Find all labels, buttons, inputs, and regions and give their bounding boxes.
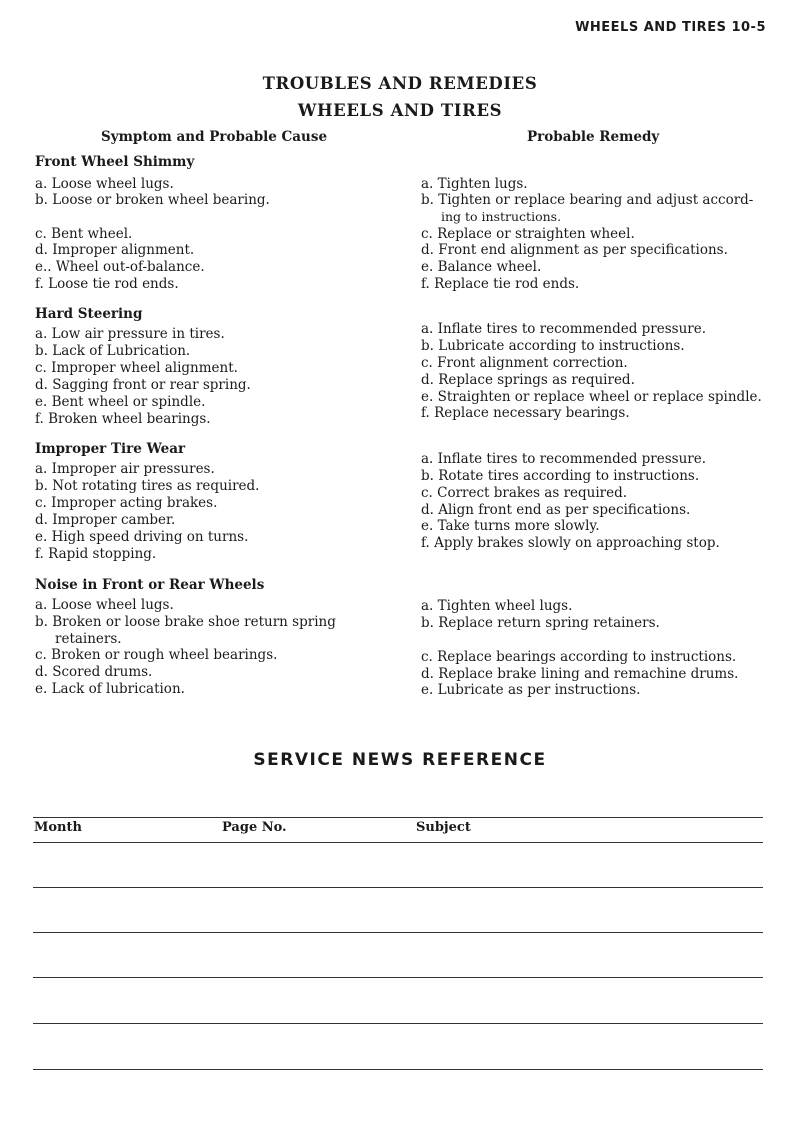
remedy-line: b. Replace return spring retainers. [421,615,660,631]
remedy-line: a. Inflate tires to recommended pressure. [421,451,707,467]
symptom-line: d. Improper alignment. [35,242,195,258]
service-news-reference-title: SERVICE NEWS REFERENCE [253,750,547,770]
remedy-line: e. Balance wheel. [421,259,542,275]
symptom-line: d. Scored drums. [35,664,153,680]
remedy-line: f. Replace tie rod ends. [421,276,580,292]
symptom-line: e. Lack of lubrication. [35,681,185,697]
symptom-line: c. Improper acting brakes. [35,495,218,511]
symptom-line: e. High speed driving on turns. [35,529,249,545]
remedy-line: a. Inflate tires to recommended pressure. [421,321,707,337]
symptom-line: b. Loose or broken wheel bearing. [35,192,270,208]
remedy-line: c. Correct brakes as required. [421,485,628,501]
month-column-heading: Month [34,820,82,835]
reference-entry-line [33,1023,763,1024]
symptom-line: c. Improper wheel alignment. [35,360,238,376]
symptom-line: a. Loose wheel lugs. [35,176,174,192]
remedy-line: c. Replace bearings according to instructions. [421,649,737,665]
symptom-line: b. Lack of Lubrication. [35,343,191,359]
subject-column-heading: Subject [416,820,471,835]
page-title: TROUBLES AND REMEDIES [262,74,538,93]
remedy-line: a. Tighten wheel lugs. [421,598,573,614]
section-heading-hard-steering: Hard Steering [35,306,143,322]
remedy-line: f. Apply brakes slowly on approaching stop. [421,535,720,551]
remedy-line: d. Replace springs as required. [421,372,635,388]
section-heading-improper-tire-wear: Improper Tire Wear [35,441,186,457]
reference-entry-line [33,932,763,933]
symptom-line: e.. Wheel out-of-balance. [35,259,205,275]
reference-entry-line [33,1069,763,1070]
symptom-line: a. Improper air pressures. [35,461,215,477]
remedy-line: c. Replace or straighten wheel. [421,226,635,242]
remedy-line: c. Front alignment correction. [421,355,628,371]
section-heading-noise-wheels: Noise in Front or Rear Wheels [35,577,265,593]
page-header: WHEELS AND TIRES 10-5 [575,20,766,35]
remedy-line: d. Replace brake lining and remachine drums. [421,666,739,682]
symptom-line: b. Not rotating tires as required. [35,478,260,494]
remedy-line: b. Rotate tires according to instructions. [421,468,700,484]
remedy-line: f. Replace necessary bearings. [421,405,630,421]
symptom-column-heading: Symptom and Probable Cause [101,129,328,145]
remedy-line-continuation: ing to instructions. [441,209,562,224]
symptom-line: c. Bent wheel. [35,226,133,242]
page-subtitle: WHEELS AND TIRES [297,101,503,120]
symptom-line: a. Low air pressure in tires. [35,326,225,342]
symptom-line: f. Broken wheel bearings. [35,411,211,427]
remedy-line: b. Lubricate according to instructions. [421,338,685,354]
symptom-line: f. Loose tie rod ends. [35,276,179,292]
symptom-line: e. Bent wheel or spindle. [35,394,206,410]
reference-entry-line [33,887,763,888]
reference-entry-line [33,977,763,978]
remedy-line: d. Align front end as per specifications. [421,502,691,518]
page-no-column-heading: Page No. [222,820,287,835]
reference-table-header-rule [33,842,763,843]
symptom-line: a. Loose wheel lugs. [35,597,174,613]
symptom-line: d. Sagging front or rear spring. [35,377,251,393]
symptom-line-continuation: retainers. [55,631,122,647]
reference-table-top-rule [33,817,763,818]
remedy-line: b. Tighten or replace bearing and adjust accord- [421,192,754,208]
remedy-line: e. Lubricate as per instructions. [421,682,641,698]
remedy-line: d. Front end alignment as per specifications. [421,242,728,258]
remedy-line: e. Take turns more slowly. [421,518,600,534]
symptom-line: b. Broken or loose brake shoe return spring [35,614,336,630]
remedy-line: a. Tighten lugs. [421,176,528,192]
symptom-line: f. Rapid stopping. [35,546,157,562]
symptom-line: c. Broken or rough wheel bearings. [35,647,278,663]
section-heading-front-wheel-shimmy: Front Wheel Shimmy [35,154,195,170]
remedy-line: e. Straighten or replace wheel or replace spindle. [421,389,762,405]
remedy-column-heading: Probable Remedy [527,129,660,145]
symptom-line: d. Improper camber. [35,512,176,528]
